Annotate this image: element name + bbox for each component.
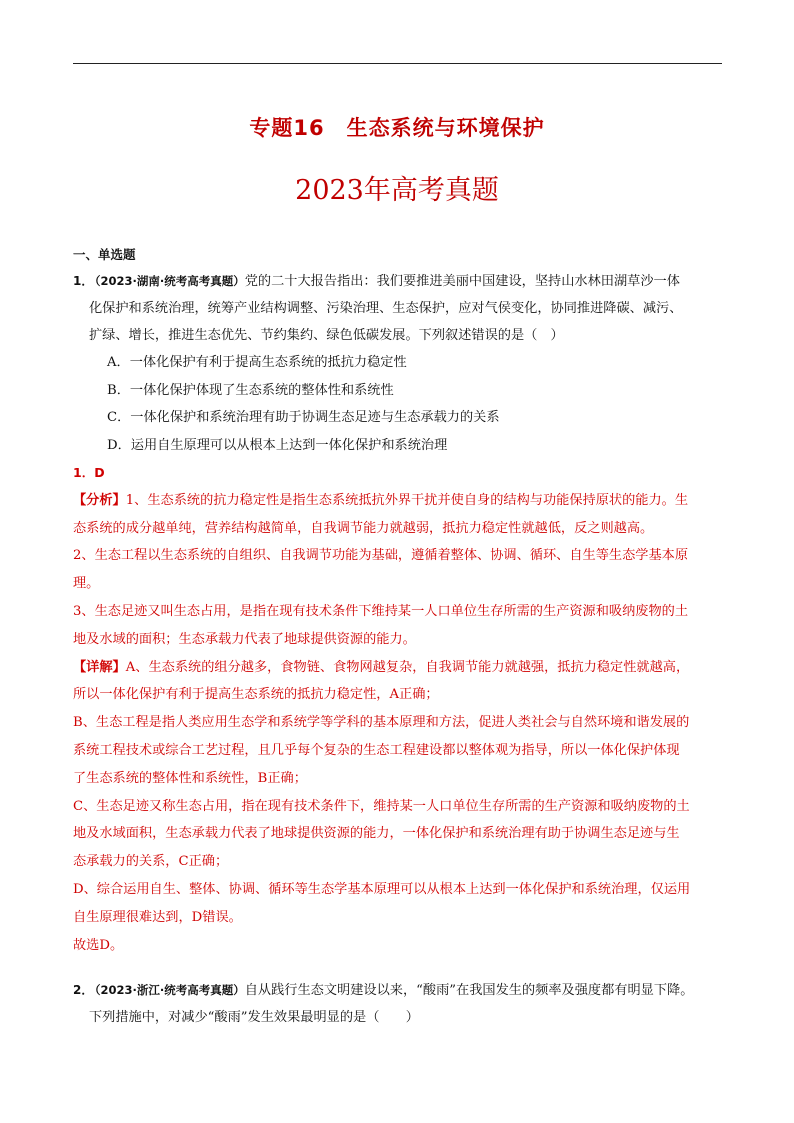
answer-key: 1．D bbox=[73, 465, 105, 480]
detail-tag: 【详解】 bbox=[73, 659, 126, 675]
document-body bbox=[73, 242, 725, 1031]
detail-line: 态承载力的关系，C正确； bbox=[73, 854, 229, 870]
analysis-line: 【分析】1、生态系统的抗力稳定性是指生态系统抵抗外界干扰并使自身的结构与功能保持原状的能力。生 bbox=[73, 492, 689, 508]
analysis-line: 理。 bbox=[73, 576, 100, 592]
analysis-line: 2、生态工程以生态系统的自组织、自我调节功能为基础，遵循着整体、协调、循环、自生等生态学基本原 bbox=[73, 548, 689, 564]
question-number: 1． bbox=[73, 274, 94, 288]
option-b: B．一体化保护体现了生态系统的整体性和系统性 bbox=[107, 382, 394, 398]
question-source: （2023·浙江·统考高考真题） bbox=[89, 983, 245, 998]
question-stem-line: （2023·浙江·统考高考真题）自从践行生态文明建设以来，“酸雨”在我国发生的频率及强度都有明显下降。 bbox=[89, 983, 694, 999]
option-c: C．一体化保护和系统治理有助于协调生态足迹与生态承载力的关系 bbox=[107, 410, 500, 425]
analysis-line: 地及水域的面积；生态承载力代表了地球提供资源的能力。 bbox=[73, 631, 416, 647]
detail-line: 故选D。 bbox=[73, 937, 124, 953]
detail-line: 自生原理很难达到，D错误。 bbox=[73, 909, 242, 925]
detail-line: 系统工程技术或综合工艺过程，且几乎每个复杂的生态工程建设都以整体观为指导，所以一体化保护体现 bbox=[73, 742, 680, 758]
question-stem-line: 化保护和系统治理，统筹产业结构调整、污染治理、生态保护，应对气侯变化，协同推进降碳、减污、 bbox=[89, 301, 683, 316]
analysis-line: 态系统的成分越单纯，营养结构越简单，自我调节能力就越弱，抵抗力稳定性就越低，反之则越高。 bbox=[73, 520, 654, 536]
analysis-tag: 【分析】 bbox=[73, 492, 126, 508]
detail-line: B、生态工程是指人类应用生态学和系统学等学科的基本原理和方法，促进人类社会与自然环境和谐发展的 bbox=[73, 715, 690, 731]
section-label: 一、单选题 bbox=[73, 247, 136, 262]
question-2 bbox=[73, 977, 725, 1031]
page-title: 专题16 生态系统与环境保护 bbox=[249, 116, 545, 140]
question-stem-line: 扩绿、增长，推进生态优先、节约集约、绿色低碳发展。下列叙述错误的是（ ） bbox=[89, 328, 564, 343]
detail-line: 所以一体化保护有利于提高生态系统的抵抗力稳定性，A正确； bbox=[73, 687, 439, 703]
option-a: A．一体化保护有利于提高生态系统的抵抗力稳定性 bbox=[107, 355, 407, 370]
question-number: 2． bbox=[73, 983, 94, 998]
page-subtitle: 2023年高考真题 bbox=[295, 175, 499, 206]
analysis-line: 3、生态足迹又叫生态占用，是指在现有技术条件下维持某一人口单位生存所需的生产资源和吸纳废物的土 bbox=[73, 603, 689, 619]
answer-block bbox=[73, 459, 725, 959]
option-d: D．运用自生原理可以从根本上达到一体化保护和系统治理 bbox=[107, 437, 448, 453]
detail-line: 了生态系统的整体性和系统性，B正确； bbox=[73, 770, 307, 786]
detail-line: 地及水域面积，生态承载力代表了地球提供资源的能力，一体化保护和系统治理有助于协调生态足迹与生 bbox=[73, 826, 680, 842]
detail-line: 【详解】A、生态系统的组分越多，食物链、食物网越复杂，自我调节能力就越强，抵抗力稳定性就越高， bbox=[73, 659, 690, 675]
question-source: （2023·湖南·统考高考真题） bbox=[89, 274, 245, 288]
header-rule bbox=[73, 63, 722, 64]
question-1 bbox=[73, 268, 725, 459]
question-stem-line: 下列措施中，对减少“酸雨”发生效果最明显的是（ ） bbox=[89, 1010, 419, 1026]
detail-line: D、综合运用自生、整体、协调、循环等生态学基本原理可以从根本上达到一体化保护和系统治理，仅运用 bbox=[73, 881, 691, 897]
question-stem-line: （2023·湖南·统考高考真题）党的二十大报告指出：我们要推进美丽中国建设，坚持山水林田湖草沙一体 bbox=[89, 274, 680, 289]
detail-line: C、生态足迹又称生态占用，指在现有技术条件下，维持某一人口单位生存所需的生产资源和吸纳废物的土 bbox=[73, 798, 690, 814]
